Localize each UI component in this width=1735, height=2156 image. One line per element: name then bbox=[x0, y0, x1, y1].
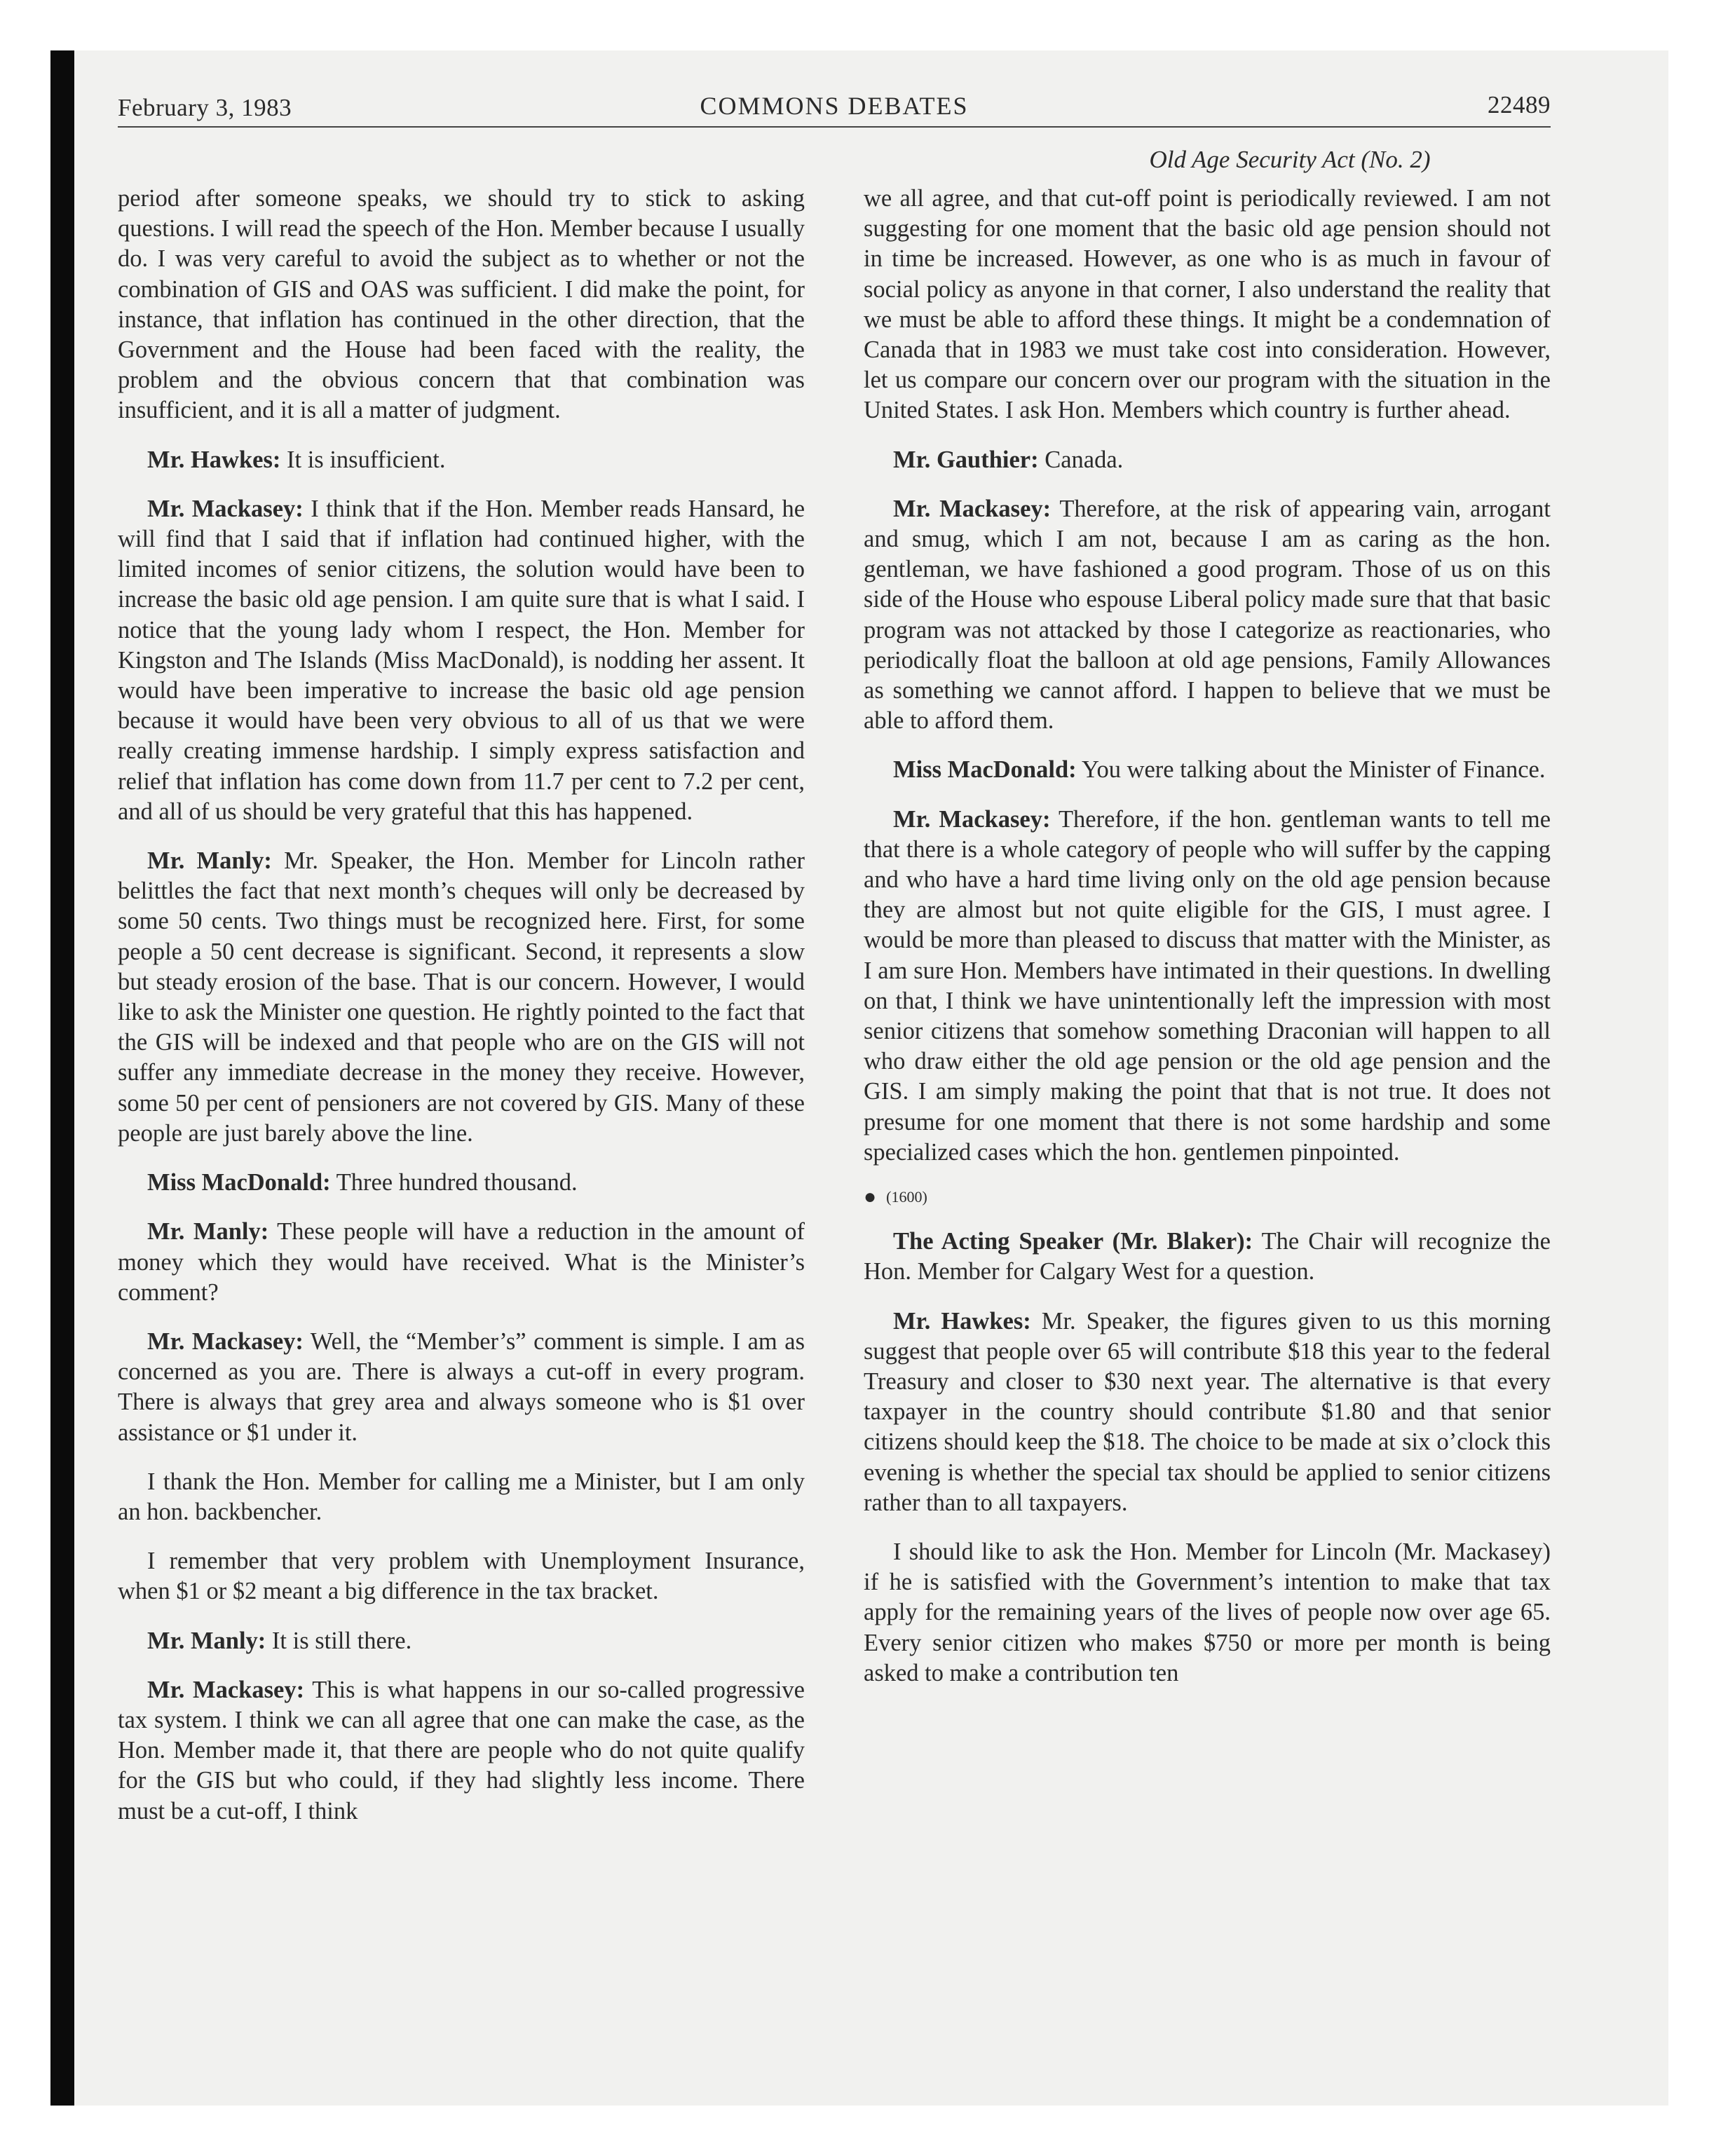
speaker-name: Mr. Mackasey: bbox=[147, 495, 304, 522]
speaker-name: Mr. Mackasey: bbox=[893, 805, 1051, 833]
header-rule bbox=[118, 126, 1551, 128]
speaker-name: Mr. Mackasey: bbox=[893, 495, 1052, 522]
paragraph-text: Therefore, if the hon. gentleman wants to tell me that there is a whole category of people who will suffer by the capping and who have a hard time living only on the old age pension because they are almost but not quite eligible for the GIS, I must agree. I would be more than pleased to discuss that matter with the Minister, as I am sure Hon. Members have intimated in their questions. In dwelling on that, I think we have unintentionally left the impression with most senior citizens that somehow something Draconian will happen to all who draw either the old age pension or the old age pension and the GIS. I am simply making the point that that is not true. It does not presume for one moment that there is not some hardship and some specialized cases which the hon. gentlemen pinpointed. bbox=[864, 805, 1551, 1166]
paragraph-text: Mr. Speaker, the figures given to us this morning suggest that people over 65 will contribute $18 this year to the federal Treasury and closer to $30 next year. The alternative is that every taxpayer in the country should contribute $1.80 and that senior citizens should keep the $18. The choice to be made at six o’clock this evening is whether the special tax should be applied to senior citizens rather than to all taxpayers. bbox=[864, 1307, 1551, 1516]
paragraph bbox=[864, 805, 1551, 1168]
speaker-name: Mr. Manly: bbox=[147, 1218, 269, 1246]
speaker-name: Mr. Manly: bbox=[147, 847, 272, 875]
paragraph bbox=[118, 1675, 805, 1827]
paragraph-text: Mr. Speaker, the Hon. Member for Lincoln rather belittles the fact that next month’s cheques will only be decreased by some 50 cents. Two things must be recognized here. First, for some people a 50 cent decrease is significant. Second, it represents a slow but steady erosion of the base. That is our concern. However, I would like to ask the Minister one question. He rightly pointed to the fact that the GIS will be indexed and that people who are on the GIS will not suffer any immediate decrease in the money they receive. However, some 50 per cent of pensioners are not covered by GIS. Many of these people are just barely above the line. bbox=[118, 847, 805, 1147]
paragraph bbox=[118, 1217, 805, 1308]
speaker-name: The Acting Speaker (Mr. Blaker): bbox=[893, 1228, 1253, 1255]
paragraph bbox=[864, 1537, 1551, 1688]
paragraph bbox=[864, 494, 1551, 737]
paragraph bbox=[864, 1306, 1551, 1518]
left-column bbox=[118, 184, 805, 1845]
paragraph-text: I think that if the Hon. Member reads Hansard, he will find that I said that if inflation had continued higher, with the limited incomes of senior citizens, the solution would have been to increase the basic old age pension. I am quite sure that is what I said. I notice that the young lady whom I respect, the Hon. Member for Kingston and The Islands (Miss MacDonald), is nodding her assent. It would have been imperative to increase the basic old age pension because it would have been very obvious to all of us that we were really creating immense hardship. I simply express satisfaction and relief that inflation has come down from 11.7 per cent to 7.2 per cent, and all of us should be very grateful that this has happened. bbox=[118, 495, 805, 825]
section-subheading: Old Age Security Act (No. 2) bbox=[1149, 146, 1431, 173]
paragraph-text: Canada. bbox=[1045, 446, 1124, 473]
paragraph bbox=[864, 184, 1551, 426]
time-marker-text: (1600) bbox=[886, 1188, 927, 1206]
bullet-icon: ● bbox=[864, 1185, 877, 1209]
speaker-name: Mr. Mackasey: bbox=[147, 1676, 305, 1703]
paragraph bbox=[118, 494, 805, 827]
paragraph bbox=[864, 445, 1551, 475]
paragraph-text: I thank the Hon. Member for calling me a Minister, but I am only an hon. backbencher. bbox=[118, 1468, 805, 1525]
paragraph bbox=[118, 445, 805, 475]
running-header bbox=[118, 91, 1551, 125]
right-column bbox=[864, 184, 1551, 1707]
paragraph bbox=[118, 1546, 805, 1606]
paragraph-text: I should like to ask the Hon. Member for Lincoln (Mr. Mackasey) if he is satisfied with the Government’s intention to make that tax apply for the remaining years of the lives of people now over age 65. Every senior citizen who makes $750 or more per month is being asked to make a contribution ten bbox=[864, 1538, 1551, 1686]
speaker-name: Mr. Hawkes: bbox=[147, 446, 281, 473]
paragraph-text: Therefore, at the risk of appearing vain, arrogant and smug, which I am not, because I am as caring as the hon. gentleman, we have fashioned a good program. Those of us on this side of the House who espouse Liberal policy made sure that that basic program was not attacked by those I categorize as reactionaries, who periodically float the balloon at old age pensions, Family Allowances as something we cannot afford. I happen to believe that we must be able to afford them. bbox=[864, 495, 1551, 735]
paragraph bbox=[118, 1168, 805, 1198]
paragraph-text: This is what happens in our so-called progressive tax system. I think we can all agree that one can make the case, as the Hon. Member made it, that there are people who do not quite qualify for the GIS but who could, if they had slightly less income. There must be a cut-off, I think bbox=[118, 1676, 805, 1824]
paragraph-text: I remember that very problem with Unemployment Insurance, when $1 or $2 meant a big difference in the tax bracket. bbox=[118, 1548, 805, 1605]
paragraph-text: we all agree, and that cut-off point is periodically reviewed. I am not suggesting for one moment that the basic old age pension should not in time be increased. However, as one who is as much in favour of social policy as anyone in that corner, I also understand the reality that we must be able to afford these things. It might be a condemnation of Canada that in 1983 we must take cost into consideration. However, let us compare our concern over our program with the situation in the United States. I ask Hon. Members which country is further ahead. bbox=[864, 185, 1551, 424]
paragraph bbox=[118, 846, 805, 1149]
header-date: February 3, 1983 bbox=[118, 94, 292, 121]
time-marker bbox=[864, 1187, 1551, 1208]
page-number: 22489 bbox=[1488, 91, 1551, 118]
binding-edge bbox=[50, 50, 74, 2106]
paragraph bbox=[864, 1227, 1551, 1287]
header-title: COMMONS DEBATES bbox=[700, 92, 969, 120]
paragraph bbox=[118, 1467, 805, 1527]
paragraph-text: You were talking about the Minister of Finance. bbox=[1081, 756, 1546, 784]
paragraph bbox=[118, 1327, 805, 1448]
paragraph-text: The Chair will recognize the Hon. Member for Calgary West for a question. bbox=[864, 1228, 1551, 1285]
paragraph-text: These people will have a reduction in the amount of money which they would have received. What is the Minister’s comment? bbox=[118, 1218, 805, 1306]
paragraph bbox=[118, 184, 805, 426]
speaker-name: Mr. Manly: bbox=[147, 1627, 266, 1654]
paragraph-text: Well, the “Member’s” comment is simple. I am as concerned as you are. There is always a cut-off in every program. There is always that grey area and always someone who is $1 over assistance or $1 under it. bbox=[118, 1328, 805, 1446]
speaker-name: Miss MacDonald: bbox=[893, 756, 1077, 784]
paragraph-text: It is insufficient. bbox=[287, 446, 446, 473]
speaker-name: Mr. Hawkes: bbox=[893, 1307, 1031, 1335]
speaker-name: Miss MacDonald: bbox=[147, 1169, 331, 1196]
speaker-name: Mr. Gauthier: bbox=[893, 446, 1039, 473]
paragraph-text: period after someone speaks, we should try to stick to asking questions. I will read the speech of the Hon. Member because I usually do. I was very careful to avoid the subject as to whether or not the combination of GIS and OAS was sufficient. I did make the point, for instance, that inflation has continued in the other direction, that the Government and the House had been faced with the reality, the problem and the obvious concern that that combination was insufficient, and it is all a matter of judgment. bbox=[118, 185, 805, 424]
paragraph bbox=[864, 755, 1551, 785]
paragraph-text: Three hundred thousand. bbox=[336, 1169, 578, 1196]
paragraph bbox=[118, 1626, 805, 1656]
speaker-name: Mr. Mackasey: bbox=[147, 1328, 304, 1355]
paragraph-text: It is still there. bbox=[271, 1627, 412, 1654]
